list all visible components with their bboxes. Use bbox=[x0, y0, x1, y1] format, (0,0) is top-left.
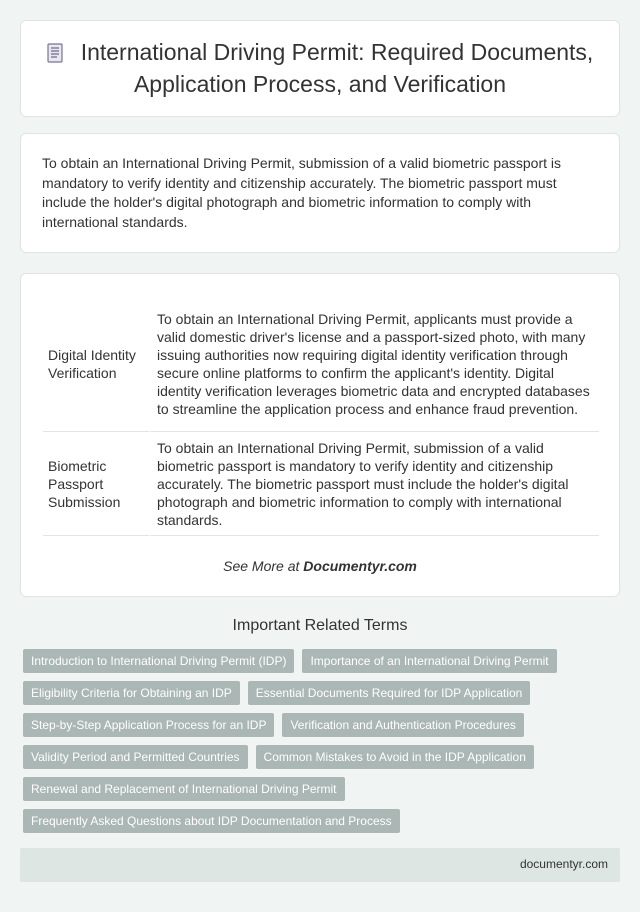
table-row bbox=[43, 432, 599, 536]
title-card bbox=[20, 20, 620, 117]
footer-site-link[interactable]: documentyr.com bbox=[519, 857, 608, 871]
document-icon bbox=[47, 41, 63, 70]
footer bbox=[20, 848, 620, 882]
related-term-tag[interactable]: Frequently Asked Questions about IDP Documentation and Process bbox=[23, 809, 400, 833]
terms-table bbox=[43, 296, 599, 536]
description-cell: To obtain an International Driving Permit, submission of a valid biometric passport is mandatory to verify identity and citizenship accurately. The biometric passport must include the holder's digital photograph and biometric information to comply with international standards. bbox=[149, 432, 599, 536]
description-cell: To obtain an International Driving Permit, applicants must provide a valid domestic driver's license and a passport-sized photo, with many issuing authorities now requiring digital identity verification through secure online platforms to confirm the applicant's identity. Digital identity verification leverages biometric data and encrypted databases to streamline the application process and enhance fraud prevention. bbox=[149, 296, 599, 432]
related-term-tag[interactable]: Renewal and Replacement of International Driving Permit bbox=[23, 777, 345, 801]
term-cell: Biometric Passport Submission bbox=[43, 432, 149, 536]
term-cell: Digital Identity Verification bbox=[43, 296, 149, 432]
related-term-tag[interactable]: Importance of an International Driving Permit bbox=[302, 649, 556, 673]
intro-paragraph: To obtain an International Driving Permit, submission of a valid biometric passport is mandatory to verify identity and citizenship accurately. The biometric passport must include the holder's digital photograph and biometric information to comply with international standards. bbox=[42, 155, 562, 230]
related-terms-heading: Important Related Terms bbox=[232, 617, 408, 634]
related-term-tag[interactable]: Step-by-Step Application Process for an IDP bbox=[23, 713, 274, 737]
related-term-tag[interactable]: Essential Documents Required for IDP Application bbox=[248, 681, 531, 705]
table-row bbox=[43, 296, 599, 432]
page-title-text: International Driving Permit: Required Documents, Application Process, and Verification bbox=[80, 39, 594, 97]
related-term-tag[interactable]: Validity Period and Permitted Countries bbox=[23, 745, 248, 769]
related-term-tag[interactable]: Common Mistakes to Avoid in the IDP Application bbox=[256, 745, 534, 769]
related-terms-list bbox=[23, 649, 623, 841]
see-more-prefix: See More at bbox=[223, 558, 300, 574]
related-term-tag[interactable]: Verification and Authentication Procedures bbox=[282, 713, 523, 737]
related-term-tag[interactable]: Introduction to International Driving Permit (IDP) bbox=[23, 649, 294, 673]
see-more-link[interactable] bbox=[21, 558, 619, 574]
terms-table-card bbox=[20, 273, 620, 597]
related-term-tag[interactable]: Eligibility Criteria for Obtaining an IDP bbox=[23, 681, 240, 705]
page-title bbox=[41, 38, 599, 99]
see-more-site[interactable]: Documentyr.com bbox=[303, 558, 417, 574]
intro-card bbox=[20, 133, 620, 253]
